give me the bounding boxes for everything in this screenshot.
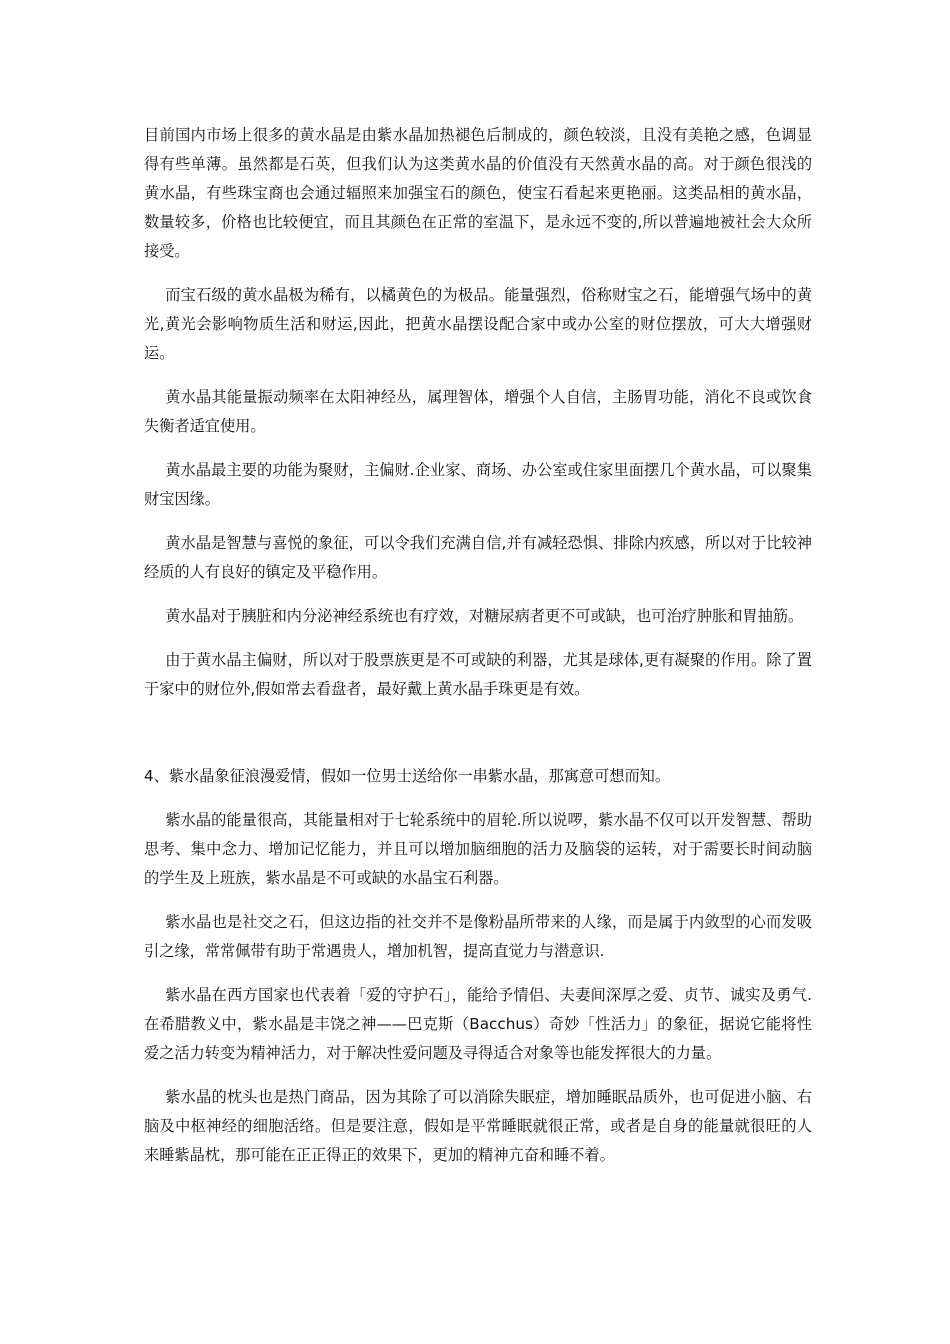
paragraph-gem-grade-citrine: 而宝石级的黄水晶极为稀有，以橘黄色的为极品。能量强烈，俗称财宝之石，能增强气场中的黄光,黄光会影响物质生活和财运,因此，把黄水晶摆设配合家中或办公室的财位摆放，可大大增强财运。 bbox=[144, 286, 812, 362]
paragraph-citrine-wealth: 黄水晶最主要的功能为聚财，主偏财.企业家、商场、办公室或住家里面摆几个黄水晶，可以聚集财宝因缘。 bbox=[144, 461, 812, 508]
document-body bbox=[144, 121, 812, 1185]
paragraph-amethyst-energy: 紫水晶的能量很高，其能量相对于七轮系统中的眉轮.所以说啰，紫水晶不仅可以开发智慧、帮助思考、集中念力、增加记忆能力，并且可以增加脑细胞的活力及脑袋的运转，对于需要长时间动脑的学生及上班族，紫水晶是不可或缺的水晶宝石利器。 bbox=[144, 811, 812, 887]
paragraph-citrine-stocks: 由于黄水晶主偏财，所以对于股票族更是不可或缺的利器，尤其是球体,更有凝聚的作用。除了置于家中的财位外,假如常去看盘者，最好戴上黄水晶手珠更是有效。 bbox=[144, 651, 812, 698]
paragraph-amethyst-social: 紫水晶也是社交之石，但这边指的社交并不是像粉晶所带来的人缘，而是属于内敛型的心而发吸引之缘，常常佩带有助于常遇贵人，增加机智，提高直觉力与潜意识. bbox=[144, 913, 812, 960]
paragraph-citrine-wisdom: 黄水晶是智慧与喜悦的象征，可以令我们充满自信,并有减轻恐惧、排除内疚感，所以对于比较神经质的人有良好的镇定及平稳作用。 bbox=[144, 534, 812, 581]
paragraph-citrine-health: 黄水晶对于胰脏和内分泌神经系统也有疗效，对糖尿病者更不可或缺，也可治疗肿胀和胃抽筋。 bbox=[165, 607, 804, 625]
paragraph-yellow-crystal-intro: 目前国内市场上很多的黄水晶是由紫水晶加热褪色后制成的，颜色较淡，且没有美艳之感，色调显得有些单薄。虽然都是石英，但我们认为这类黄水晶的价值没有天然黄水晶的高。对于颜色很浅的黄水晶，有些珠宝商也会通过辐照来加强宝石的颜色，使宝石看起来更艳丽。这类品相的黄水晶，数量较多，价格也比较便宜，而且其颜色在正常的室温下，是永远不变的,所以普遍地被社会大众所接受。 bbox=[144, 126, 812, 260]
paragraph-amethyst-love: 紫水晶在西方国家也代表着「爱的守护石」，能给予情侣、夫妻间深厚之爱、贞节、诚实及勇气.在希腊教义中，紫水晶是丰饶之神——巴克斯（Bacchus）奇妙「性活力」的象征，据说它能将性爱之活力转变为精神活力，对于解决性爱问题及寻得适合对象等也能发挥很大的力量。 bbox=[144, 986, 812, 1062]
section-spacer bbox=[144, 719, 812, 762]
section-heading-amethyst: 4、紫水晶象征浪漫爱情，假如一位男士送给你一串紫水晶，那寓意可想而知。 bbox=[144, 767, 671, 785]
paragraph-amethyst-pillow: 紫水晶的枕头也是热门商品，因为其除了可以消除失眠症，增加睡眠品质外，也可促进小脑、右脑及中枢神经的细胞活络。但是要注意，假如是平常睡眠就很正常，或者是自身的能量就很旺的人来睡紫晶枕，那可能在正正得正的效果下，更加的精神亢奋和睡不着。 bbox=[144, 1088, 812, 1164]
paragraph-citrine-energy: 黄水晶其能量振动频率在太阳神经丛，属理智体，增强个人自信，主肠胃功能，消化不良或饮食失衡者适宜使用。 bbox=[144, 388, 812, 435]
